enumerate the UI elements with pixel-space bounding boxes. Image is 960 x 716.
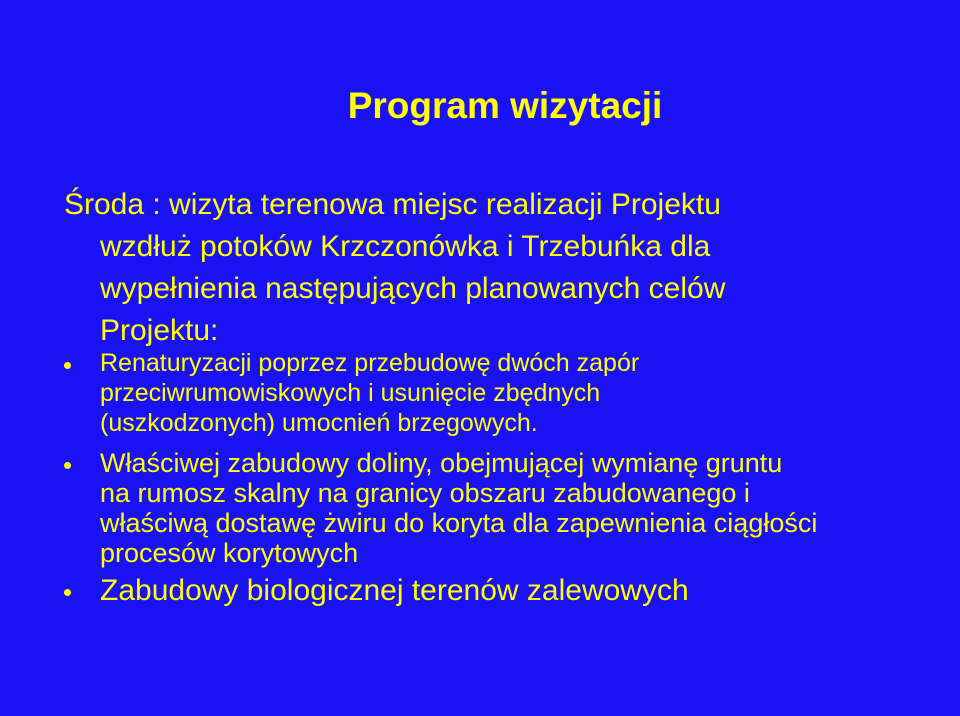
bullet-line: na rumosz skalny na granicy obszaru zabudowanego i	[100, 478, 750, 508]
bullet-text	[100, 573, 689, 609]
bullet-line: (uszkodzonych) umocnień brzegowych.	[100, 409, 538, 437]
bullet-line: Renaturyzacji poprzez przebudowę dwóch zapór	[100, 349, 640, 377]
bullet-text	[100, 348, 639, 438]
intro-line: Środa : wizyta terenowa miejsc realizacji Projektu	[64, 188, 721, 221]
intro-paragraph	[64, 184, 904, 352]
intro-line: wypełnienia następujących planowanych celów	[100, 272, 726, 305]
intro-line: wzdłuż potoków Krzczonówka i Trzebuńka dla	[100, 230, 711, 263]
bullet-line: przeciwrumowiskowych i usunięcie zbędnych	[100, 379, 601, 407]
slide-title: Program wizytacji	[347, 85, 663, 126]
bullet-icon	[64, 462, 71, 469]
bullet-text	[100, 448, 817, 568]
bullet-icon	[64, 589, 71, 596]
bullet-line: Zabudowy biologicznej terenów zalewowych	[100, 574, 689, 607]
bullet-line: procesów korytowych	[100, 538, 359, 568]
intro-line: Projektu:	[100, 314, 219, 347]
bullet-line: Właściwej zabudowy doliny, obejmującej wymianę gruntu	[100, 448, 783, 478]
bullet-line: właściwą dostawę żwiru do koryta dla zapewnienia ciągłości	[100, 508, 818, 538]
bullet-icon	[64, 362, 71, 369]
